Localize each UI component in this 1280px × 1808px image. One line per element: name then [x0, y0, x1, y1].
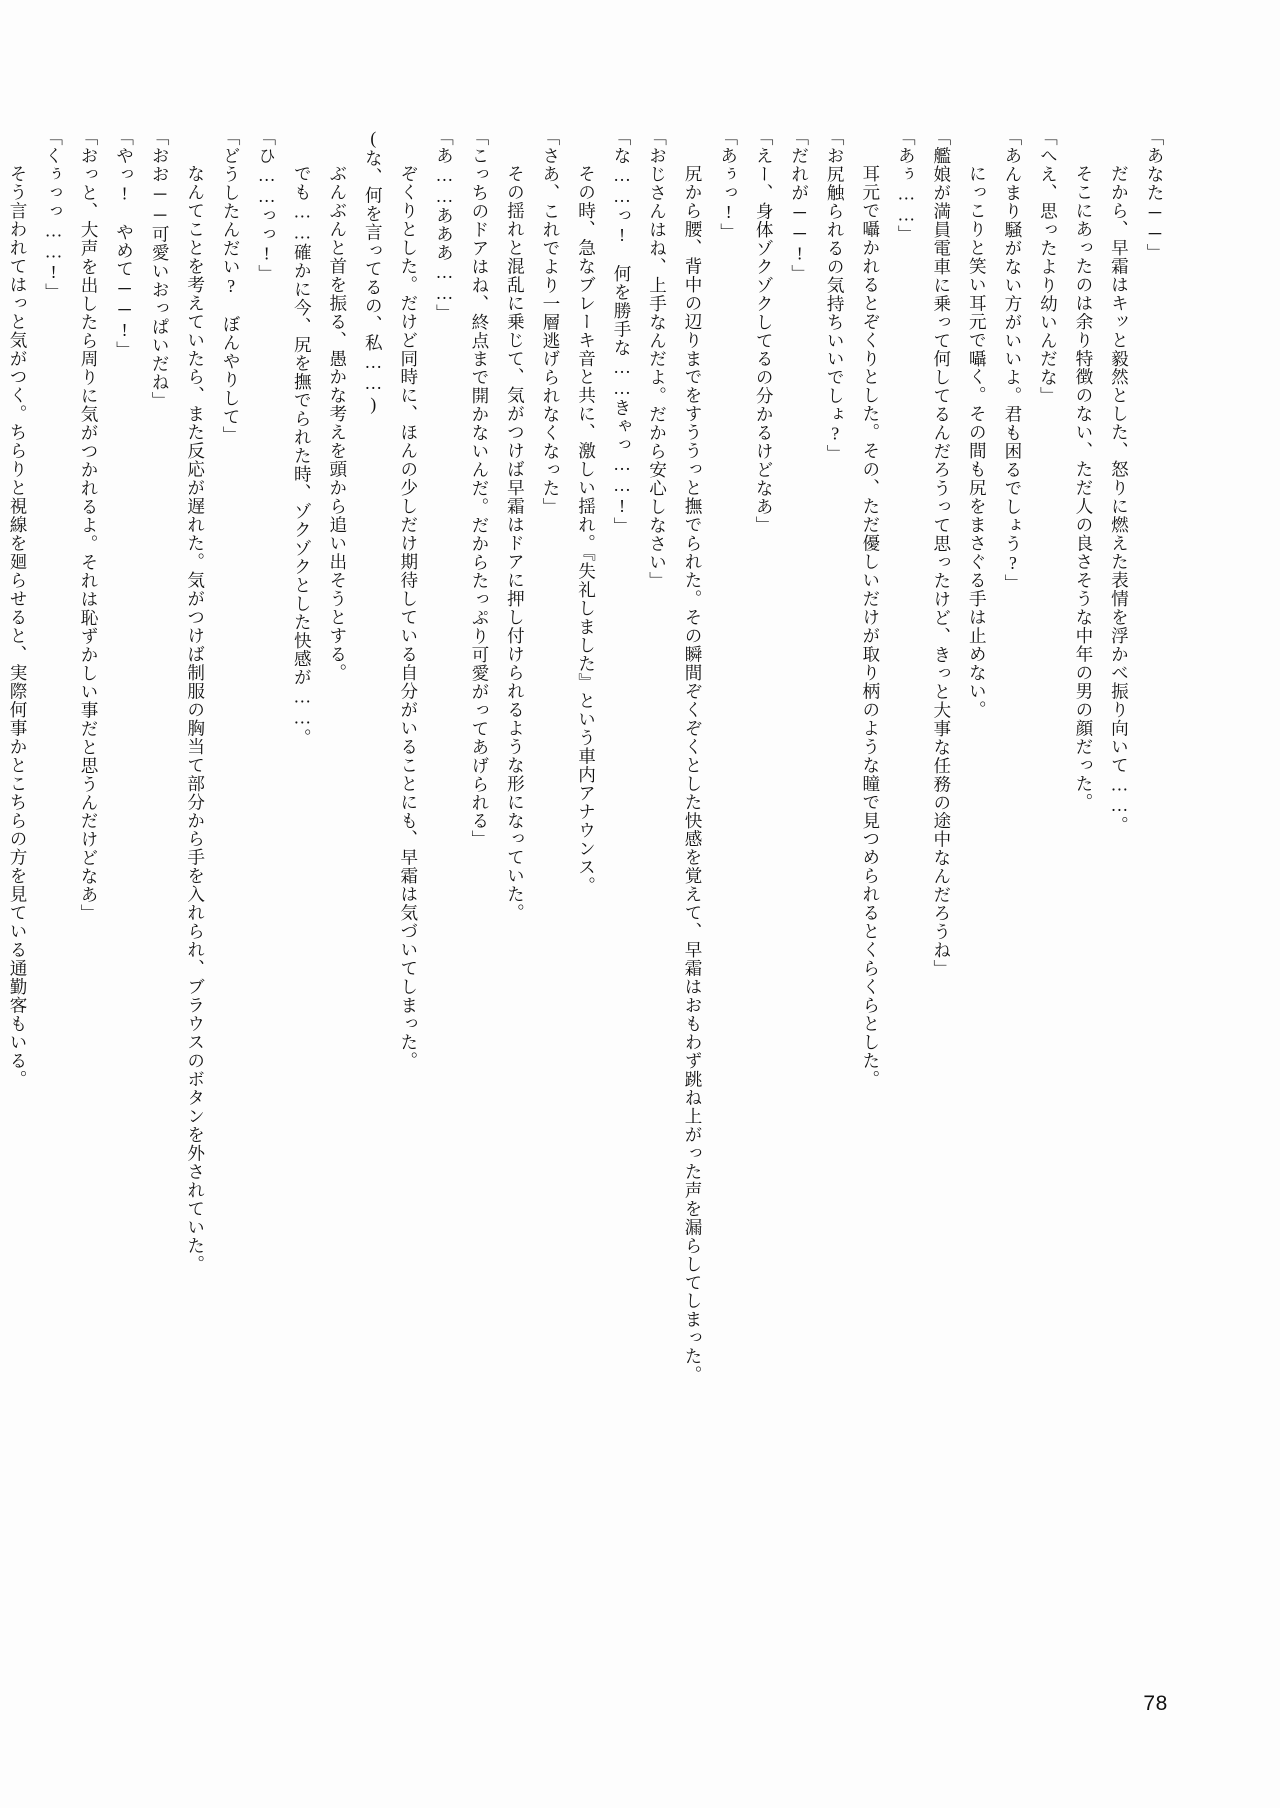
paragraph: 「あんまり騒がない方がいいよ。君も困るでしょう?」	[1002, 128, 1023, 593]
paragraph: でも……確かに今、尻を撫でられた時、ゾクゾクとした快感が……。	[292, 145, 313, 747]
paragraph: 「やっ! やめて──!」	[114, 128, 135, 360]
paragraph: 「あ……あああ……」	[434, 128, 455, 323]
paragraph: その揺れと混乱に乗じて、気がつけば早霜はドアに押し付けられるような形になっていた。	[505, 145, 526, 922]
paragraph: 「あなた──」	[1145, 128, 1165, 263]
paragraph: にっこりと笑い耳元で囁く。その間も尻をまさぐる手は止めない。	[967, 145, 988, 719]
page-number: 78	[1143, 1692, 1168, 1715]
paragraph: 「ひ……っっ!」	[256, 128, 277, 284]
paragraph: 「どうしたんだい? ぼんやりして」	[221, 128, 242, 445]
paragraph: 「おじさんはね、上手なんだよ。だから安心しなさい」	[647, 128, 668, 590]
paragraph: なんてことを考えていたら、また反応が遅れた。気がつけば制服の胸当て部分から手を入れられ、ブラウスのボタンを外されていた。	[185, 145, 206, 1273]
paragraph: 「へえ、思ったより幼いんだな」	[1038, 128, 1059, 406]
paragraph: 「だれが──!」	[789, 128, 810, 284]
paragraph: 「あぅ……」	[896, 128, 917, 244]
paragraph: 耳元で囁かれるとぞくりとした。その、ただ優しいだけが取り柄のような瞳で見つめられるとくらくらとした。	[860, 145, 881, 1089]
paragraph: 「お尻触られるの気持ちいいでしょ?」	[825, 128, 846, 464]
paragraph: ぞくりとした。だけど同時に、ほんの少しだけ期待している自分がいることにも、早霜は気づいてしまった。	[398, 145, 419, 1070]
paragraph: そう言われてはっと気がつく。ちらりと視線を廻らせると、実際何事かとこちらの方を見ている通勤客もいる。	[8, 145, 28, 1089]
paragraph: 「さあ、これでより一層逃げられなくなった」	[540, 128, 561, 517]
paragraph: 尻から腰、背中の辺りまでをすううっと撫でられた。その瞬間ぞくぞくとした快感を覚えて、早霜はおもわず跳ね上がった声を漏らしてしまった。	[683, 145, 704, 1384]
body-text-flow	[8, 128, 1172, 1468]
paragraph: そこにあったのは余り特徴のない、ただ人の良さそうな中年の男の顔だった。	[1073, 145, 1094, 811]
paragraph: その時、急なブレーキ音と共に、激しい揺れ。『失礼しました』という車内アナウンス。	[576, 145, 597, 895]
paragraph: ぶんぶんと首を振る、愚かな考えを頭から追い出そうとする。	[327, 145, 348, 682]
paragraph: 「な……っ! 何を勝手な……きゃっ……!」	[612, 128, 633, 536]
paragraph: 「おお──可愛いおっぱいだね」	[150, 128, 171, 410]
paragraph: 「艦娘が満員電車に乗って何してるんだろうって思ったけど、きっと大事な任務の途中なんだろうね」	[931, 128, 952, 979]
paragraph: (な、何を言ってるの、私……)	[363, 128, 384, 415]
paragraph: 「あぅっ!」	[718, 128, 739, 242]
paragraph: 「えー、身体ゾクゾクしてるの分かるけどなあ」	[754, 128, 775, 535]
paragraph: だから、早霜はキッと毅然とした、怒りに燃えた表情を浮かべ振り向いて……。	[1109, 145, 1130, 835]
paragraph: 「こっちのドアはね、終点まで開かないんだ。だからたっぷり可愛がってあげられる」	[469, 128, 490, 849]
paragraph: 「くぅっっ……!」	[43, 128, 64, 302]
paragraph: 「おっと、大声を出したら周りに気がつかれるよ。それは恥ずかしい事だと思うんだけどなあ」	[79, 128, 100, 923]
